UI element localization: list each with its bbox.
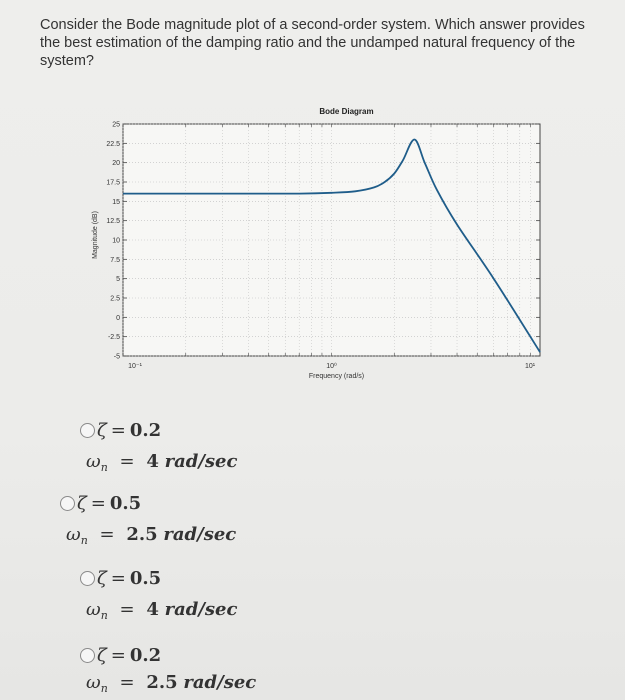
- omega-subscript: n: [100, 461, 108, 474]
- y-tick-label: 17.5: [106, 179, 120, 187]
- choice-4[interactable]: [80, 645, 256, 693]
- choice-2[interactable]: [60, 493, 236, 545]
- zeta-value: 0.5: [129, 568, 162, 589]
- radio-button[interactable]: [80, 423, 95, 438]
- x-tick-label: 10⁰: [326, 363, 337, 370]
- omega-subscript: n: [80, 534, 88, 547]
- y-tick-label: 2.5: [110, 295, 120, 303]
- equals-sign: =: [119, 451, 135, 472]
- chart-title: Bode Diagram: [319, 107, 374, 116]
- x-tick-label: 10⁻¹: [128, 363, 142, 370]
- radio-button[interactable]: [80, 648, 95, 663]
- y-tick-label: -2.5: [107, 334, 120, 342]
- omega-value: 2.5: [126, 524, 158, 545]
- zeta-value: 0.2: [129, 645, 162, 666]
- choice-3[interactable]: [80, 568, 237, 620]
- y-tick-label: 20: [112, 160, 120, 168]
- question-text: Consider the Bode magnitude plot of a second-order system. Which answer provides the best estimation of the damping ratio and the undamped natural frequency of the system?: [40, 17, 585, 69]
- x-axis-label: Frequency (rad/s): [308, 373, 365, 380]
- equals-sign: =: [110, 568, 126, 589]
- y-tick-label: 25: [112, 121, 120, 129]
- zeta-value: 0.2: [129, 420, 162, 441]
- omega-subscript: n: [100, 609, 108, 622]
- radio-button[interactable]: [60, 496, 75, 511]
- zeta-symbol: ζ: [77, 493, 87, 514]
- y-tick-label: 10: [112, 237, 120, 245]
- unit-label: rad/sec: [183, 672, 257, 693]
- unit-label: rad/sec: [164, 599, 238, 620]
- y-tick-label: 22.5: [106, 140, 120, 148]
- y-tick-label: 0: [116, 314, 120, 322]
- zeta-value: 0.5: [109, 493, 142, 514]
- equals-sign: =: [110, 645, 126, 666]
- equals-sign: =: [90, 493, 106, 514]
- omega-symbol: ω: [86, 672, 101, 693]
- unit-label: rad/sec: [164, 451, 238, 472]
- zeta-symbol: ζ: [97, 568, 107, 589]
- equals-sign: =: [119, 672, 135, 693]
- equals-sign: =: [99, 524, 115, 545]
- y-tick-label: -5: [113, 353, 120, 361]
- x-tick-label: 10¹: [524, 363, 536, 370]
- equals-sign: =: [110, 420, 126, 441]
- choice-1[interactable]: [80, 420, 237, 472]
- equals-sign: =: [119, 599, 135, 620]
- y-tick-label: 7.5: [110, 256, 120, 264]
- y-axis-label: Magnitude (dB): [92, 211, 99, 259]
- omega-subscript: n: [100, 682, 108, 695]
- omega-value: 4: [146, 451, 159, 472]
- zeta-symbol: ζ: [97, 420, 107, 441]
- omega-value: 2.5: [146, 672, 178, 693]
- unit-label: rad/sec: [163, 524, 237, 545]
- radio-button[interactable]: [80, 571, 95, 586]
- omega-symbol: ω: [86, 599, 101, 620]
- omega-symbol: ω: [66, 524, 81, 545]
- omega-symbol: ω: [86, 451, 101, 472]
- y-tick-label: 15: [112, 198, 120, 206]
- zeta-symbol: ζ: [97, 645, 107, 666]
- y-tick-label: 12.5: [106, 218, 120, 226]
- y-tick-label: 5: [116, 276, 120, 284]
- omega-value: 4: [146, 599, 159, 620]
